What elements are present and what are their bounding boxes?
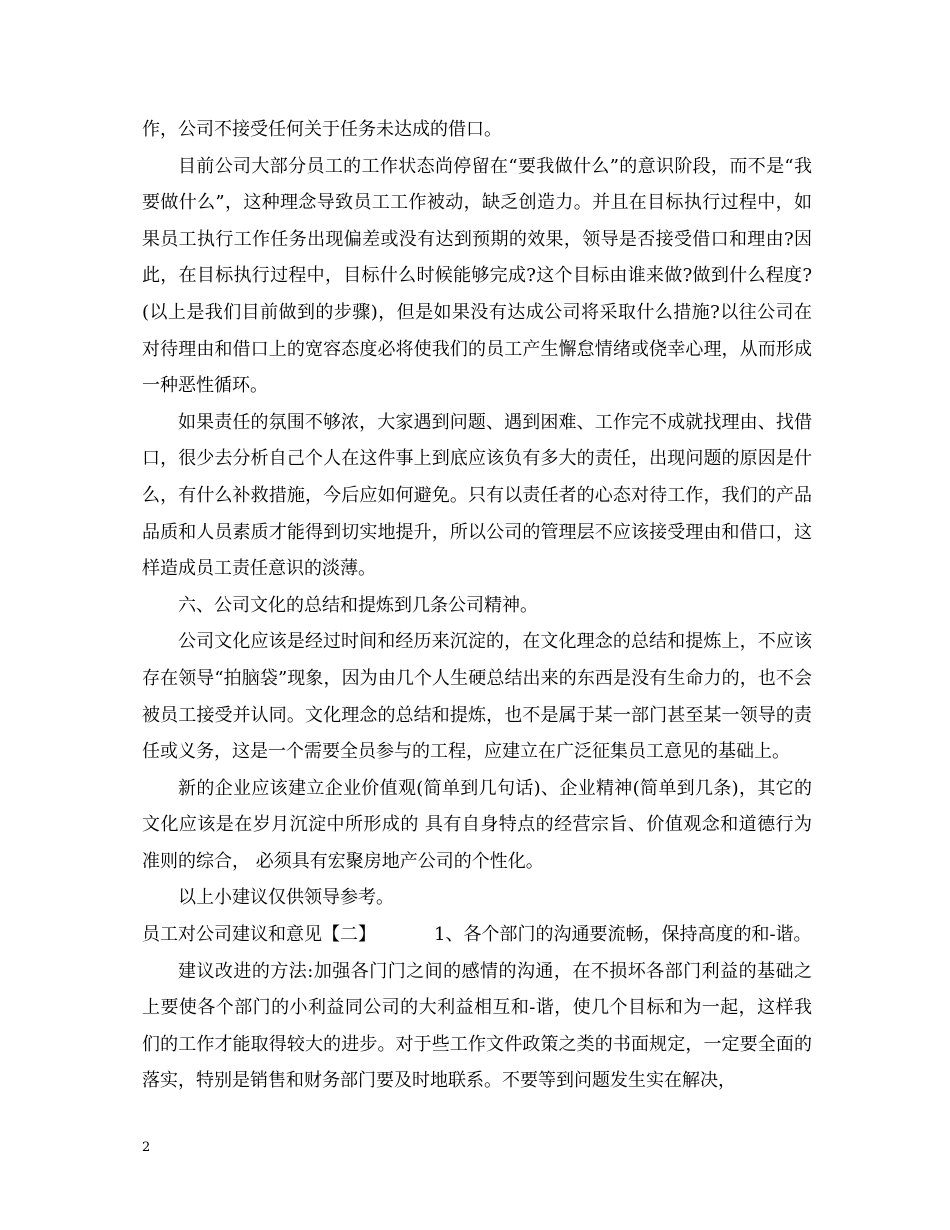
section-two-first-point: 1、各个部门的沟通要流畅，保持高度的和-谐。	[434, 924, 812, 946]
paragraph-continuation: 作，公司不接受任何关于任务未达成的借口。	[142, 119, 502, 140]
paragraph-enterprise-values: 新的企业应该建立企业价值观(简单到几句话)、企业精神(简单到几条)，其它的文化应该是在岁月沉淀中所形成的 具有自身特点的经营宗旨、价值观念和道德行为准则的综合， 必须具有宏聚房地产公司的个性化。	[142, 777, 812, 872]
paragraph-responsibility: 如果责任的氛围不够浓，大家遇到问题、遇到困难、工作完不成就找理由、找借口，很少去分析自己个人在这件事上到底应该负有多大的责任，出现问题的原因是什么，有什么补救措施，今后应如何避免。只有以责任者的心态对待工作，我们的产品品质和人员素质才能得到切实地提升，所以公司的管理层不应该接受理由和借口，这样造成员工责任意识的淡薄。	[142, 411, 812, 580]
paragraph-improvement-method: 建议改进的方法:加强各门门之间的感情的沟通，在不损坏各部门利益的基础之上要使各个部门的小利益同公司的大利益相互和-谐，使几个目标和为一起，这样我们的工作才能取得较大的进步。对于些工作文件政策之类的书面规定，一定要全面的落实，特别是销售和财务部门要及时地联系。不要等到问题发生实在解决，	[142, 960, 812, 1092]
paragraph-company-culture: 公司文化应该是经过时间和经历来沉淀的，在文化理念的总结和提炼上，不应该存在领导“拍脑袋”现象，因为由几个人生硬总结出来的东西是没有生命力的，也不会被员工接受并认同。文化理念的总结和提炼，也不是属于某一部门甚至某一领导的责任或义务，这是一个需要全员参与的工程，应建立在广泛征集员工意见的基础上。	[142, 631, 812, 763]
paragraph-closing-note: 以上小建议仅供领导参考。	[178, 887, 394, 909]
paragraph-work-attitude: 目前公司大部分员工的工作状态尚停留在“要我做什么”的意识阶段，而不是“我要做什么”，这种理念导致员工工作被动，缺乏创造力。并且在目标执行过程中，如果员工执行工作任务出现偏差或没有达到预期的效果，领导是否接受借口和理由?因此，在目标执行过程中，目标什么时候能够完成?这个目标由谁来做?做到什么程度?(以上是我们目前做到的步骤)，但是如果没有达成公司将采取什么措施?以往公司在对待理由和借口上的宽容态度必将使我们的员工产生懈怠情绪或侥幸心理，从而形成一种恶性循环。	[142, 155, 812, 397]
section-six-heading: 六、公司文化的总结和提炼到几条公司精神。	[178, 594, 538, 616]
document-body	[142, 112, 812, 1100]
section-two-heading-line	[142, 917, 812, 954]
page-number: 2	[142, 1140, 151, 1155]
section-two-title: 员工对公司建议和意见【二】	[142, 924, 376, 946]
